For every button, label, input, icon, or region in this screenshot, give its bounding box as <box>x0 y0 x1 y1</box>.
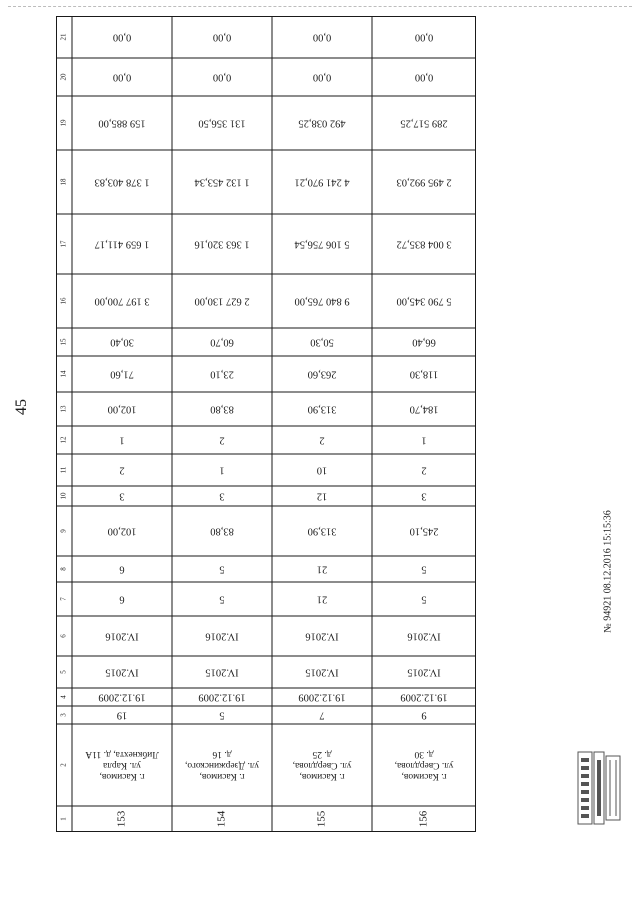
address-cell-line: ул. Карла <box>103 759 141 770</box>
table-cell-c10: 3 <box>421 490 427 502</box>
table-cell-c12: 2 <box>319 434 325 446</box>
table-cell-c5: IV.2015 <box>407 666 441 678</box>
address-cell-line: г. Касимов, <box>299 770 345 781</box>
table-cell-c10: 3 <box>119 490 125 502</box>
table-cell-c3: 5 <box>219 709 225 721</box>
table-cell-c18: 2 495 992,03 <box>396 176 452 188</box>
column-number-label: 19 <box>59 119 68 127</box>
table-cell-c5: IV.2015 <box>205 666 239 678</box>
table-cell-c3: 7 <box>319 709 325 721</box>
table-cell-c18: 1 132 453,34 <box>194 176 250 188</box>
column-number-label: 18 <box>59 178 68 186</box>
table-cell-c19: 131 356,50 <box>198 117 246 129</box>
table-cell-c12: 2 <box>219 434 225 446</box>
table-cell-c8: 21 <box>316 563 328 575</box>
table-cell-c16: 5 790 345,00 <box>396 295 452 307</box>
table-cell-c21: 0,00 <box>312 31 332 43</box>
column-number-label: 2 <box>59 763 68 767</box>
table-cell-c8: 5 <box>219 563 225 575</box>
table-cell-c5: IV.2015 <box>105 666 139 678</box>
table-cell-c15: 30,40 <box>110 336 134 348</box>
table-cell-c20: 0,00 <box>414 71 434 83</box>
address-cell-line: г. Касимов, <box>401 770 447 781</box>
column-number-label: 10 <box>59 492 68 500</box>
column-number-label: 16 <box>59 297 68 305</box>
table-cell-c7: 21 <box>316 593 328 605</box>
table-cell-c11: 2 <box>119 464 125 476</box>
record-id-cell: 155 <box>315 810 328 828</box>
table-cell-c13: 102,00 <box>107 403 137 415</box>
table-cell-c7: 6 <box>119 593 125 605</box>
table-cell-c9: 245,10 <box>409 525 439 537</box>
table-cell-c6: IV.2016 <box>407 630 441 642</box>
table-cell-c20: 0,00 <box>112 71 132 83</box>
table-cell-c21: 0,00 <box>112 31 132 43</box>
record-id-cell: 156 <box>417 810 430 828</box>
address-cell-line: ул. Дзержинского, <box>185 759 259 770</box>
column-number-label: 7 <box>59 597 68 601</box>
address-cell-line: г. Касимов, <box>199 770 245 781</box>
record-id-cell: 153 <box>115 810 128 828</box>
column-number-label: 9 <box>59 529 68 533</box>
column-number-label: 3 <box>59 713 68 717</box>
table-cell-c20: 0,00 <box>212 71 232 83</box>
address-cell-line: ул. Свердлова, <box>292 759 352 770</box>
table-cell-c8: 6 <box>119 563 125 575</box>
column-number-label: 8 <box>59 567 68 571</box>
table-cell-c13: 83,80 <box>210 403 234 415</box>
table-cell-c8: 5 <box>421 563 427 575</box>
table-cell-c13: 313,90 <box>307 403 337 415</box>
table-cell-c3: 9 <box>421 709 427 721</box>
table-cell-c21: 0,00 <box>212 31 232 43</box>
table-cell-c17: 3 004 835,72 <box>396 238 452 250</box>
table-cell-c11: 1 <box>219 464 225 476</box>
table-cell-c6: IV.2016 <box>205 630 239 642</box>
table-border <box>57 17 476 832</box>
table-cell-c10: 3 <box>219 490 225 502</box>
table-cell-c14: 118,30 <box>409 368 439 380</box>
address-cell-line: ул. Свердлова, <box>394 759 454 770</box>
column-number-label: 21 <box>59 33 68 41</box>
table-cell-c9: 313,90 <box>307 525 337 537</box>
table-cell-c20: 0,00 <box>312 71 332 83</box>
table-cell-c17: 1 659 411,17 <box>94 238 150 250</box>
record-id-cell: 154 <box>215 810 228 828</box>
registration-footer-text: № 94921 08.12.2016 15:15:36 <box>602 510 614 633</box>
page-number: 45 <box>13 399 30 415</box>
table-cell-c21: 0,00 <box>414 31 434 43</box>
archive-stamp-icon <box>576 748 622 828</box>
table-cell-c5: IV.2015 <box>305 666 339 678</box>
address-cell-line: г. Касимов, <box>99 770 145 781</box>
table-cell-c3: 19 <box>116 709 128 721</box>
table-cell-c16: 9 840 765,00 <box>294 295 350 307</box>
table-cell-c18: 1 378 403,83 <box>94 176 150 188</box>
table-cell-c12: 1 <box>119 434 125 446</box>
table-cell-c11: 2 <box>421 464 427 476</box>
table-cell-c11: 10 <box>316 464 328 476</box>
table-cell-c7: 5 <box>219 593 225 605</box>
table-cell-c10: 12 <box>316 490 328 502</box>
table-cell-c15: 60,70 <box>210 336 234 348</box>
table-cell-c4: 19.12.2009 <box>400 691 448 703</box>
table-cell-c14: 23,10 <box>210 368 234 380</box>
column-number-label: 11 <box>59 466 68 474</box>
data-table <box>56 16 476 832</box>
address-cell-line: д. 25 <box>312 748 332 759</box>
table-cell-c18: 4 241 970,21 <box>294 176 350 188</box>
column-number-label: 5 <box>59 670 68 674</box>
table-grid <box>56 16 476 832</box>
address-cell-line: д. 16 <box>212 748 232 759</box>
table-cell-c4: 19.12.2009 <box>298 691 346 703</box>
table-cell-c4: 19.12.2009 <box>198 691 246 703</box>
table-cell-c19: 492 038,25 <box>298 117 346 129</box>
column-number-label: 4 <box>59 695 68 699</box>
column-number-label: 20 <box>59 73 68 81</box>
column-number-label: 1 <box>59 817 68 821</box>
scan-edge-line <box>8 6 632 7</box>
column-number-label: 17 <box>59 240 68 248</box>
column-number-label: 15 <box>59 338 68 346</box>
table-cell-c13: 184,70 <box>409 403 439 415</box>
address-cell-line: д. 30 <box>414 748 434 759</box>
table-cell-c17: 1 363 320,16 <box>194 238 250 250</box>
column-number-label: 13 <box>59 405 68 413</box>
table-cell-c9: 83,80 <box>210 525 234 537</box>
table-cell-c7: 5 <box>421 593 427 605</box>
table-cell-c19: 289 517,25 <box>400 117 448 129</box>
column-number-label: 14 <box>59 370 68 378</box>
table-cell-c6: IV.2016 <box>105 630 139 642</box>
table-cell-c16: 2 627 130,00 <box>194 295 250 307</box>
table-cell-c14: 71,60 <box>110 368 134 380</box>
address-cell-line: Либкнехта, д. 11А <box>85 748 159 759</box>
table-cell-c6: IV.2016 <box>305 630 339 642</box>
table-cell-c16: 3 197 700,00 <box>94 295 150 307</box>
table-cell-c15: 50,30 <box>310 336 334 348</box>
column-number-label: 12 <box>59 436 68 444</box>
column-number-label: 6 <box>59 634 68 638</box>
table-cell-c12: 1 <box>421 434 427 446</box>
table-cell-c19: 159 885,00 <box>98 117 146 129</box>
table-cell-c9: 102,00 <box>107 525 137 537</box>
table-cell-c14: 263,60 <box>307 368 337 380</box>
table-cell-c4: 19.12.2009 <box>98 691 146 703</box>
table-cell-c17: 5 106 756,54 <box>294 238 350 250</box>
table-cell-c15: 66,40 <box>412 336 436 348</box>
